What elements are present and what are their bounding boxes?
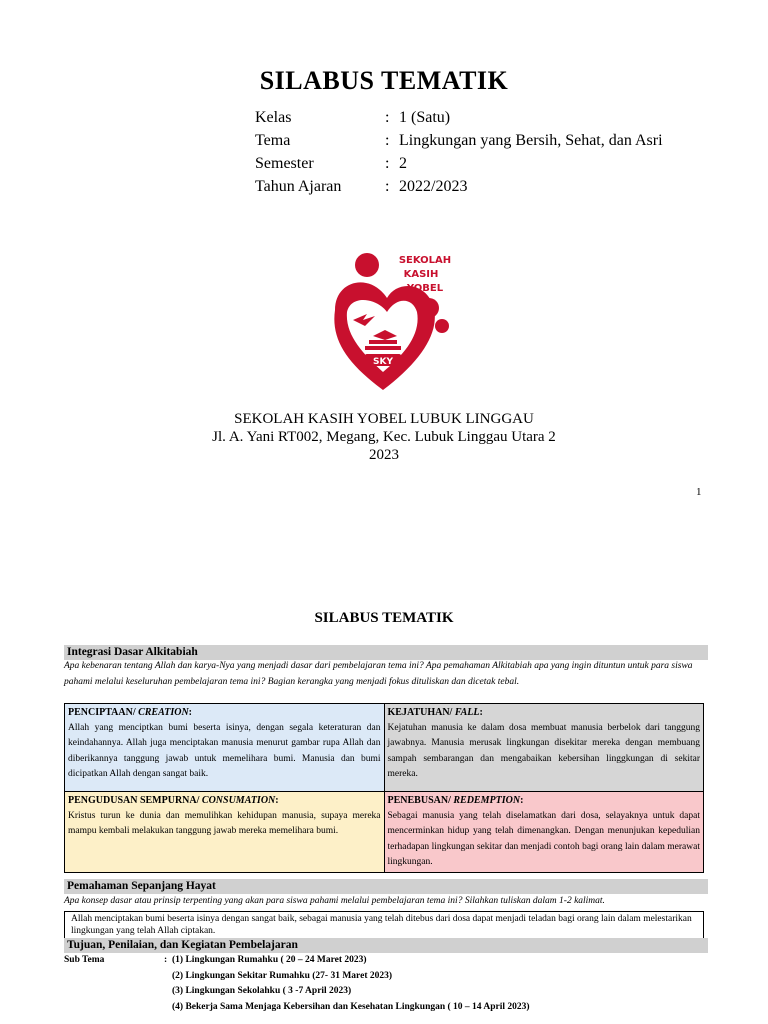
- info-colon: :: [385, 109, 390, 126]
- sub-tema-item: (4) Bekerja Sama Menjaga Kebersihan dan Kesehatan Lingkungan ( 10 – 14 April 2023): [172, 1001, 530, 1012]
- cell-redemption: [384, 792, 703, 873]
- logo-text-line2: KASIH: [403, 269, 439, 280]
- info-row-kelas: [255, 106, 695, 129]
- integrasi-heading: Integrasi Dasar Alkitabiah: [64, 645, 708, 660]
- page-number: 1: [696, 486, 702, 498]
- sub-tema-item: (1) Lingkungan Rumahku ( 20 – 24 Maret 2023): [172, 955, 367, 965]
- school-name: SEKOLAH KASIH YOBEL LUBUK LINGGAU: [234, 411, 534, 427]
- pemahaman-note: Apa konsep dasar atau prinsip terpenting yang akan para siswa pahami melalui pembelajaran tema ini? Silahkan tuliskan dalam 1-2 kalimat.: [64, 896, 605, 906]
- logo-graduation-cap-icon: [373, 330, 397, 340]
- info-colon: :: [385, 132, 390, 149]
- cell-fall: [384, 704, 703, 792]
- logo-head-circle: [355, 253, 379, 277]
- integrasi-note: Apa kebenaran tentang Allah dan karya-Nya yang menjadi dasar dari pembelajaran tema ini? Apa pemahaman Alkitabiah apa yang ingin dituntun untuk para siswa pahami melalui keseluruhan pembelajaran tema ini? Bagian kerangka yang menjadi fokus dituliskan dan dicetak tebal.: [64, 661, 693, 687]
- integrasi-grid: [64, 703, 704, 873]
- school-address: Jl. A. Yani RT002, Megang, Kec. Lubuk Linggau Utara 2: [212, 429, 556, 445]
- logo-text-line3: YOBEL: [406, 283, 444, 294]
- cover-title: SILABUS TEMATIK: [259, 66, 509, 95]
- pemahaman-heading: Pemahaman Sepanjang Hayat: [64, 879, 708, 894]
- cell-text: Sebagai manusia yang telah diselamatkan dari dosa, selayaknya untuk dapat mencerminkan hidup yang telah dimenangkan. Dengan menunjukan kepedulian terhadapan lingkungan sekitar dan menjadi contoh bagi orang lain dalam merawat lingkungan.: [387, 810, 700, 867]
- cover-year: 2023: [369, 447, 399, 463]
- cell-consumation: [65, 792, 385, 873]
- page2-title: SILABUS TEMATIK: [314, 610, 454, 626]
- sub-tema-item: (3) Lingkungan Sekolahku ( 3 -7 April 2023): [172, 986, 352, 996]
- cell-heading: PENCIPTAAN/ CREATION:: [68, 707, 193, 718]
- sub-tema-colon: :: [164, 955, 168, 965]
- info-label: Semester: [255, 155, 314, 172]
- logo-book-icon: [365, 346, 401, 350]
- info-label: Tahun Ajaran: [255, 178, 342, 195]
- info-value: 1 (Satu): [399, 109, 451, 126]
- info-row-tema: [255, 129, 695, 152]
- sub-tema-item: (2) Lingkungan Sekitar Rumahku (27- 31 Maret 2023): [172, 970, 393, 981]
- logo-text-line1: SEKOLAH: [398, 255, 452, 266]
- logo-tiny-head-circle: [435, 319, 449, 333]
- info-label: Tema: [255, 132, 291, 149]
- school-logo: [325, 250, 455, 398]
- pemahaman-box: Allah menciptakan bumi beserta isinya dengan sangat baik, sebagai manusia yang telah ditebus dari dosa dapat menjadi teladan bagi orang lain dalam melestarikan lingkungan yang telah Allah ciptakan.: [64, 911, 704, 939]
- class-info: [255, 106, 695, 198]
- logo-book-icon: [369, 340, 397, 344]
- info-label: Kelas: [255, 109, 292, 126]
- sub-tema-label: Sub Tema: [64, 955, 105, 965]
- cell-heading: KEJATUHAN/ FALL:: [387, 707, 483, 718]
- info-colon: :: [385, 178, 390, 195]
- logo-badge-text: SKY: [373, 357, 393, 367]
- info-value: 2022/2023: [399, 178, 468, 195]
- sub-tema-list: [172, 953, 702, 1015]
- cell-text: Kristus turun ke dunia dan memulihkan kehidupan manusia, supaya mereka mampu kembali melakukan tanggung jawab mereka memelihara bumi.: [68, 810, 381, 836]
- logo-dove-icon: [353, 314, 375, 326]
- info-row-tahun-ajaran: [255, 175, 695, 198]
- info-row-semester: [255, 152, 695, 175]
- cell-text: Allah yang menciptkan bumi beserta isinya, dengan segala keteraturan dan keindahannya. Allah juga menciptakan manusia menurut gambar rupa Allah dan diberikannya tanggung jawab untuk memelihara bumi. Manusia dan bumi dicipatkan Allah dengan sangat baik.: [68, 722, 381, 779]
- tujuan-heading: Tujuan, Penilaian, dan Kegiatan Pembelajaran: [64, 938, 708, 953]
- info-colon: :: [385, 155, 390, 172]
- school-block: [0, 410, 768, 464]
- cell-creation: [65, 704, 385, 792]
- info-value: Lingkungan yang Bersih, Sehat, dan Asri: [399, 132, 663, 149]
- cell-heading: PENGUDUSAN SEMPURNA/ CONSUMATION:: [68, 795, 279, 806]
- cell-heading: PENEBUSAN/ REDEMPTION:: [387, 795, 524, 806]
- cell-text: Kejatuhan manusia ke dalam dosa membuat manusia berbelok dari tanggung jawabnya. Manusia merusak lingkungan disekitar mereka dengan membuang sampah sembarangan dan mengabaikan kebersihan linggkungan di sekitar mereka.: [387, 722, 700, 779]
- info-value: 2: [399, 155, 407, 172]
